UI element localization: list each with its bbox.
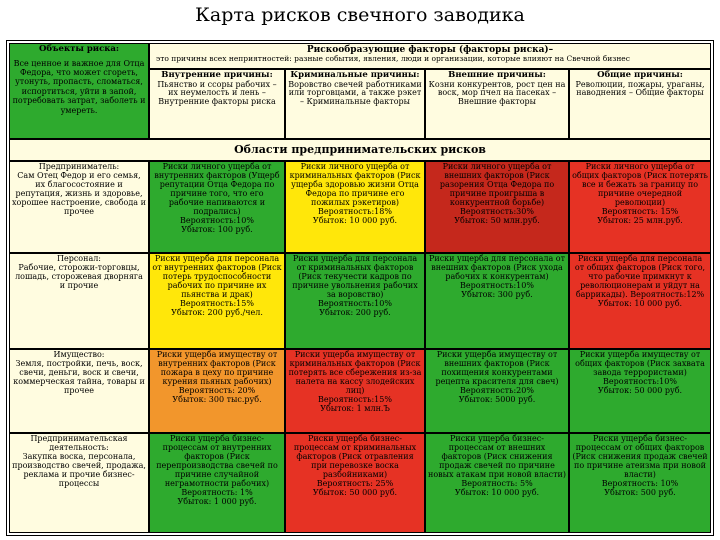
- risk-description: Риски ущерба бизнес-процессам от внутренних факторов (Риск перепроизводства свечей по причине случайной неграмотности рабочих): [156, 434, 278, 488]
- factor-external-text: Козни конкурентов, рост цен на воск, мор пчел на пасеках – Внешние факторы: [428, 79, 566, 107]
- risk-loss: Убыток: 300 руб.: [461, 289, 533, 299]
- row-head-personnel: [9, 253, 149, 349]
- risk-cell: [285, 253, 425, 349]
- risk-loss: Убыток: 300 тыс.руб.: [172, 394, 262, 404]
- risk-cell: [285, 349, 425, 433]
- risk-loss: Убыток: 5000 руб.: [458, 394, 536, 404]
- risk-probability: Вероятность: 5%: [461, 478, 533, 488]
- risk-loss: Убыток: 1 000 руб.: [177, 496, 257, 506]
- risk-loss: Убыток: 50 000 руб.: [597, 385, 683, 395]
- risk-probability: Вероятность:10%: [318, 298, 392, 308]
- risk-probability: Вероятность:20%: [460, 385, 534, 395]
- areas-title: Области предпринимательских рисков: [9, 139, 711, 161]
- row-head-title: Предприниматель:: [38, 162, 120, 171]
- risk-loss: Убыток: 10 000 руб.: [454, 487, 540, 497]
- risk-cell: [425, 253, 569, 349]
- risk-cell: [425, 433, 569, 533]
- risk-loss: Убыток: 1 млн.Ъ: [320, 403, 390, 413]
- risk-cell: [569, 349, 711, 433]
- row-head-title: Предпринимательская деятельность:: [30, 434, 128, 452]
- row-head-business: [9, 433, 149, 533]
- objects-of-risk-panel: [9, 43, 149, 139]
- risk-probability: Вероятность:30%: [460, 206, 534, 216]
- risk-cell: [149, 433, 285, 533]
- risk-description: Риски ущерба имуществу от общих факторов (Риск захвата завода террористами): [575, 350, 705, 377]
- risk-description: Риски личного ущерба от внутренних факторов (Ущерб репутации Отца Федора по причине того, что его рабочие напиваются и подрались): [154, 162, 280, 216]
- factor-external-title: Внешние причины:: [448, 70, 546, 80]
- factor-criminal-text: Воровство свечей работниками или торговцами, а также рэкет – Криминальные факторы: [288, 79, 422, 107]
- factors-subtitle: это причины всех неприятностей: разные события, явления, люди и организации, которые влияют на Свечной бизнес: [156, 54, 630, 64]
- row-head-title: Имущество:: [53, 350, 105, 359]
- risk-description: Риски личного ущерба от внешних факторов (Риск разорения Отца Федора по причине проигрыша в конкурентной борьбе): [439, 162, 555, 207]
- risk-description: Риски личного ущерба от общих факторов (Риск потерять все и бежать за границу по причине очередной революции): [572, 162, 708, 207]
- factor-general: [569, 69, 711, 139]
- row-head-text: Закупка воска, персонала, производство свечей, продажа, реклама и прочие бизнес-процессы: [12, 451, 146, 488]
- row-head-text: Земля, постройки, печь, воск, свечи, деньги, воск и свечи, коммерческая тайна, товары и прочее: [13, 358, 145, 395]
- risk-description: Риски личного ущерба от криминальных факторов (Риск ущерба здоровью жизни Отца Федора по причине его пожилых рэкетиров): [289, 162, 421, 207]
- factor-criminal: [285, 69, 425, 139]
- factor-criminal-title: Криминальные причины:: [290, 70, 420, 80]
- risk-description: Риски ущерба для персонала от криминальных факторов (Риск текучести кадров по причине увольнения рабочих за воровство): [292, 254, 418, 299]
- risk-loss: Убыток: 100 руб.: [181, 224, 253, 234]
- risk-loss: Убыток: 200 руб.: [319, 307, 391, 317]
- risk-loss: Убыток: 50 000 руб.: [312, 487, 398, 497]
- risk-loss: Убыток: 10 000 руб.: [597, 298, 683, 308]
- row-head-text: Рабочие, сторожи-торговцы, лошадь, сторожевая дворняга и прочие: [15, 262, 143, 290]
- row-head-property: [9, 349, 149, 433]
- factor-internal-title: Внутренние причины:: [161, 70, 273, 80]
- risk-probability: Вероятность:10%: [180, 215, 254, 225]
- risk-loss: Убыток: 10 000 руб.: [312, 215, 398, 225]
- risk-probability: Вероятность:15%: [180, 298, 254, 308]
- risk-probability: Вероятность: 15%: [601, 206, 679, 216]
- row-head-entrepreneur: [9, 161, 149, 253]
- risk-description: Риски ущерба бизнес-процессам от общих факторов (Риск снижения продаж свечей по причине атеизма при новой власти): [572, 434, 708, 479]
- risk-cell: [285, 433, 425, 533]
- risk-map-table: [6, 40, 714, 536]
- risk-probability: Вероятность:18%: [318, 206, 392, 216]
- factor-internal: [149, 69, 285, 139]
- risk-cell: [425, 349, 569, 433]
- row-head-title: Персонал:: [56, 254, 101, 263]
- risk-loss: Убыток: 200 руб./чел.: [171, 307, 263, 317]
- risk-probability: Вероятность:10%: [603, 376, 677, 386]
- risk-cell: [149, 349, 285, 433]
- factor-general-text: Революции, пожары, ураганы, наводнения – Общие факторы: [575, 79, 705, 98]
- risk-factors-header: [149, 43, 711, 69]
- factor-general-title: Общие причины:: [597, 70, 683, 80]
- risk-probability: Вероятность:10%: [460, 280, 534, 290]
- risk-description: Риски ущерба имуществу от внутренних факторов (Риск пожара в цеху по причине курения пьяных рабочих) Вероятность: 20%: [156, 350, 278, 395]
- risk-probability: Вероятность:15%: [318, 394, 392, 404]
- risk-description: Риски ущерба для персонала от внешних факторов (Риск ухода рабочих к конкурентам): [428, 254, 566, 281]
- risk-cell: [569, 253, 711, 349]
- risk-description: Риски ущерба бизнес-процессам от внешних факторов (Риск снижения продаж свечей по причине новых атакам при новой власти): [428, 434, 566, 479]
- risk-cell: [149, 253, 285, 349]
- risk-cell: [149, 161, 285, 253]
- risk-cell: [285, 161, 425, 253]
- risk-cell: [425, 161, 569, 253]
- risk-description: Риски ущерба имуществу от внешних факторов (Риск похищения конкурентами рецепта красителя для свеч): [435, 350, 559, 386]
- risk-probability: Вероятность: 1%: [181, 487, 253, 497]
- factor-internal-text: Пьянство и ссоры рабочих – их неумелость и лень – Внутренние факторы риска: [157, 79, 277, 107]
- risk-cell: [569, 433, 711, 533]
- risk-description: Риски ущерба для персонала от внутренних факторов (Риск потерь трудоспособности рабочих по причине их пьянства и драк): [152, 254, 282, 299]
- objects-text: Все ценное и важное для Отца Федора, что может сгореть, утонуть, пропасть, сломаться, испортиться, уйти в запой, потребовать затрат, заболеть и умереть.: [12, 58, 146, 115]
- risk-description: Риски ущерба имуществу от криминальных факторов (Риск потерять все сбережения из-за налета на кассу злодейских лиц): [288, 350, 422, 395]
- factor-external: [425, 69, 569, 139]
- risk-cell: [569, 161, 711, 253]
- risk-loss: Убыток: 500 руб.: [604, 487, 676, 497]
- risk-description: Риски ущерба бизнес-процессам от криминальных факторов (Риск отравления при перевозке воска разбойниками): [293, 434, 417, 479]
- risk-loss: Убыток: 25 млн.руб.: [597, 215, 683, 225]
- row-head-text: Сам Отец Федор и его семья, их благосостояние и репутация, жизнь и здоровье, хорошее настроение, свобода и прочее: [12, 170, 146, 216]
- risk-probability: Вероятность: 25%: [316, 478, 394, 488]
- risk-description: Риски ущерба для персонала от общих факторов (Риск того, что рабочие примкнут к революционерам и уйдут на баррикады). Вероятность:12%: [574, 254, 706, 299]
- factors-title: Рискообразующие факторы (факторы риска)–: [306, 45, 554, 55]
- risk-loss: Убыток: 50 млн.руб.: [454, 215, 540, 225]
- page-title: Карта рисков свечного заводика: [195, 4, 525, 26]
- objects-header: Объекты риска:: [38, 44, 120, 54]
- risk-probability: Вероятность: 10%: [601, 478, 679, 488]
